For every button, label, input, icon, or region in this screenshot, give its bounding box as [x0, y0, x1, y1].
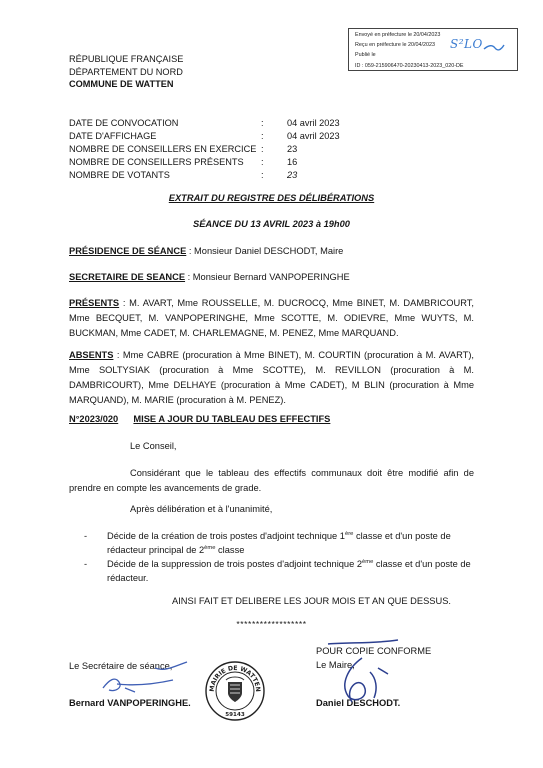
presents-paragraph [69, 296, 474, 341]
info-row [69, 117, 340, 130]
info-label: NOMBRE DE VOTANTS [69, 170, 170, 180]
apres-deliberation: Après délibération et à l'unanimité, [130, 504, 273, 514]
decisions-list [84, 529, 476, 585]
seance-title: SÉANCE DU 13 AVRIL 2023 à 19h00 [193, 219, 350, 229]
le-conseil: Le Conseil, [130, 441, 177, 451]
maire-signature-icon [318, 638, 404, 710]
info-row [69, 156, 340, 169]
stamp-line-sent: Envoyé en préfecture le 20/04/2023 [355, 32, 441, 38]
info-label: DATE DE CONVOCATION [69, 118, 179, 128]
info-value: 23 [287, 170, 298, 180]
le-maire-title: Le Maire, [316, 660, 355, 670]
document-header [69, 53, 183, 91]
separator-stars: ****************** [236, 619, 307, 629]
extrait-title: EXTRAIT DU REGISTRE DES DÉLIBÉRATIONS [168, 193, 375, 203]
seal-bottom-text: 59143 [225, 712, 245, 718]
pour-copie-conforme: POUR COPIE CONFORME [316, 646, 432, 656]
info-value: 04 avril 2023 [287, 131, 340, 141]
header-republic: RÉPUBLIQUE FRANÇAISE [69, 54, 184, 64]
info-label: NOMBRE DE CONSEILLERS PRÉSENTS [69, 157, 244, 167]
presidence-label: PRÉSIDENCE DE SÉANCE [69, 246, 187, 256]
list-item: - Décide de la création de trois postes d'adjoint technique 1ère classe et d'un poste de rédacteur principal de 2ème classe [84, 529, 476, 557]
maire-name: Daniel DESCHODT. [316, 698, 401, 708]
presents-label: PRÉSENTS [69, 298, 120, 308]
info-separator: : [261, 131, 264, 141]
header-department: DÉPARTEMENT DU NORD [69, 66, 183, 77]
presents-text: : M. AVART, Mme ROUSSELLE, M. DUCROCQ, Mme BINET, M. DAMBRICOURT, Mme BECQUET, M. VANPOPERINGHE, Mme SCOTTE, M. ODIEVRE, Mme WUYTS, M. BUCKMAN, Mme CADET, M. CHARLEMAGNE, M. PENEZ, Mme MARQUAND. [69, 298, 474, 338]
presidence-text: : Monsieur Daniel DESCHODT, Maire [186, 246, 344, 256]
stamp-line-id: ID : 059-215906470-20230413-2023_020-DE [355, 62, 464, 69]
info-separator: : [261, 144, 264, 154]
info-row [69, 169, 340, 182]
secretaire-signature-icon [95, 658, 195, 698]
presidence-paragraph [69, 244, 474, 259]
slo-logo: S²LO [450, 37, 483, 51]
considerant-paragraph: Considérant que le tableau des effectifs communaux doit être modifié afin de prendre en compte les avancements de grade. [69, 468, 474, 493]
deliberation-heading [69, 414, 330, 424]
secretaire-paragraph [69, 270, 474, 285]
ainsi-fait: AINSI FAIT ET DELIBERE LES JOUR MOIS ET AN QUE DESSUS. [172, 596, 451, 606]
deliberation-title: MISE A JOUR DU TABLEAU DES EFFECTIFS [133, 414, 331, 424]
seal-top-text: MAIRIE DE WATTEN [208, 664, 262, 693]
info-value: 23 [287, 144, 298, 154]
info-separator: : [261, 157, 264, 167]
info-value: 04 avril 2023 [287, 118, 340, 128]
header-commune: COMMUNE DE WATTEN [69, 79, 174, 90]
info-label: DATE D'AFFICHAGE [69, 131, 157, 141]
secretaire-title: Le Secrétaire de séance, [69, 661, 173, 671]
decision-creation: Décide de la création de trois postes d'adjoint technique 1ère classe et d'un poste de rédacteur principal de 2ème classe [107, 531, 451, 555]
absents-label: ABSENTS [69, 350, 114, 360]
info-row [69, 130, 340, 143]
slo-logo-swoosh-icon [483, 42, 505, 52]
secretaire-text: : Monsieur Bernard VANPOPERINGHE [185, 272, 350, 282]
info-label: NOMBRE DE CONSEILLERS EN EXERCICE [69, 144, 257, 154]
secretaire-name: Bernard VANPOPERINGHE. [69, 698, 191, 708]
info-separator: : [261, 118, 264, 128]
info-separator: : [261, 170, 264, 180]
absents-text: : Mme CABRE (procuration à Mme BINET), M. COURTIN (procuration à M. AVART), Mme SOLTYSIAK (procuration à Mme SCOTTE), M. REVILLON (procuration à M. DAMBRICOURT), Mme DELHAYE (procuration à Mme CADET), M BLIN (procuration à Mme MARQUAND), M. MARIE (procuration à M. PENEZ). [69, 350, 474, 405]
decision-suppression: Décide de la suppression de trois postes d'adjoint technique 2ème classe et d'un poste de rédacteur. [107, 559, 471, 583]
session-info [69, 117, 340, 182]
prefecture-stamp [348, 28, 518, 71]
deliberation-number: N°2023/020 [69, 414, 119, 424]
stamp-line-published: Publié le [355, 52, 376, 59]
info-value: 16 [287, 157, 298, 167]
stamp-line-received: Reçu en préfecture le 20/04/2023 [355, 42, 436, 49]
secretaire-label: SECRETAIRE DE SEANCE [69, 272, 186, 282]
mairie-seal-icon [204, 660, 266, 722]
info-row [69, 143, 340, 156]
absents-paragraph [69, 348, 474, 408]
list-item: - Décide de la suppression de trois postes d'adjoint technique 2ème classe et d'un poste de rédacteur. [84, 557, 476, 585]
